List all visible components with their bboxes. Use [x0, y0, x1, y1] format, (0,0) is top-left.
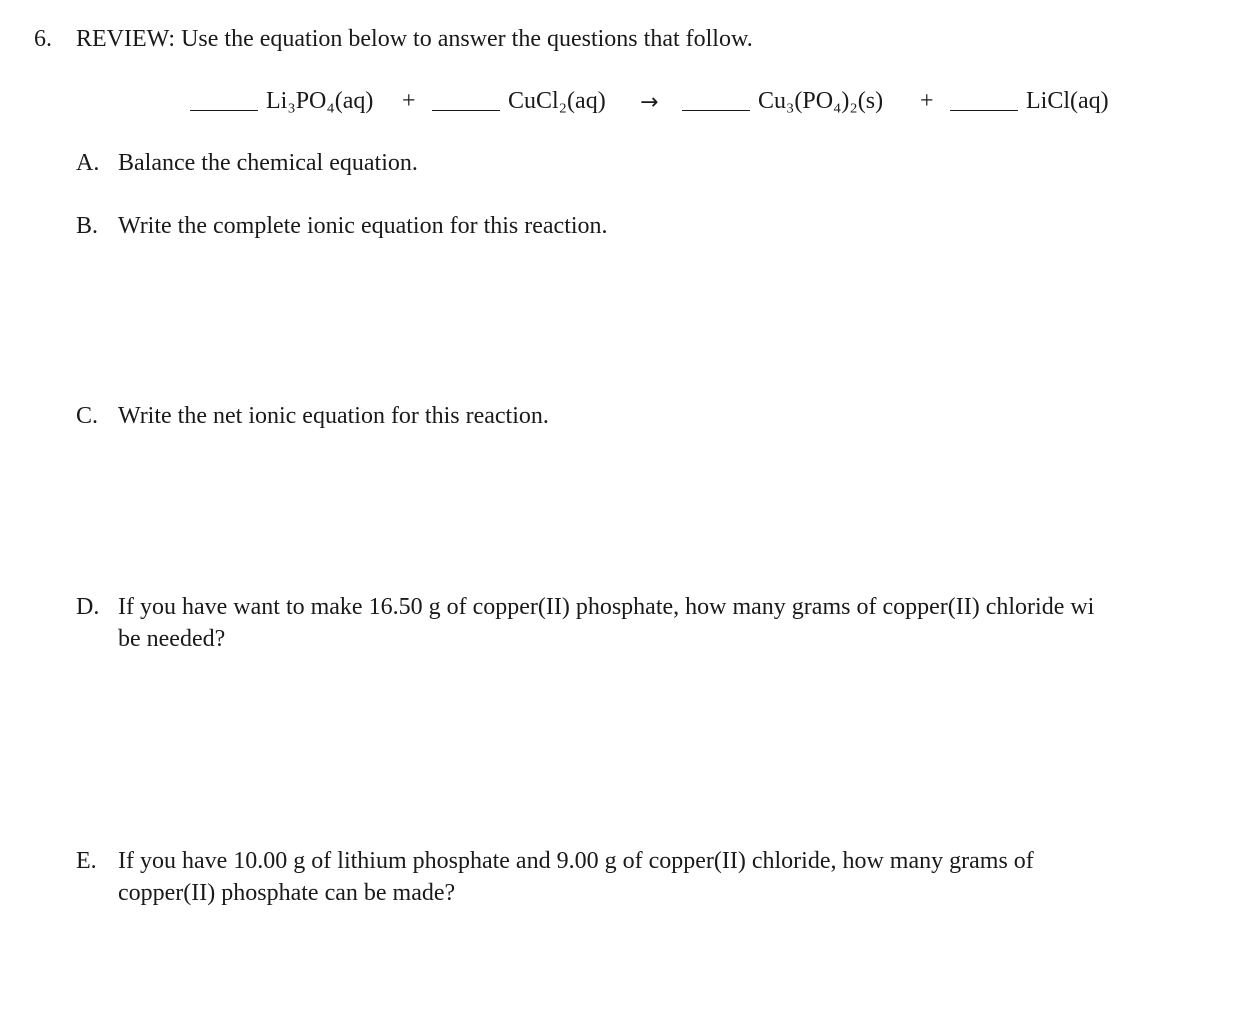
blank-coefficient-3[interactable]: [682, 88, 750, 118]
part-e-label: E.: [76, 848, 97, 874]
part-d-text-line2: be needed?: [118, 626, 226, 652]
part-c-label: C.: [76, 403, 99, 429]
part-d-text-line1: If you have want to make 16.50 g of copper(II) phosphate, how many grams of copper(II) chloride wi: [118, 594, 1095, 620]
question-heading: REVIEW: Use the equation below to answer the questions that follow.: [76, 26, 753, 52]
product-lithium-chloride: LiCl(aq): [1026, 88, 1109, 114]
plus-sign-1: +: [402, 88, 416, 114]
blank-coefficient-2[interactable]: [432, 88, 500, 118]
blank-coefficient-4[interactable]: [950, 88, 1018, 118]
part-c-text: Write the net ionic equation for this reaction.: [118, 403, 549, 429]
part-e-text-line1: If you have 10.00 g of lithium phosphate and 9.00 g of copper(II) chloride, how many grams of: [118, 848, 1034, 874]
part-b: [76, 213, 608, 240]
blank-coefficient-1[interactable]: [190, 88, 258, 118]
part-b-label: B.: [76, 213, 99, 239]
reactant-lithium-phosphate: Li₃PO₄(aq): [266, 88, 374, 114]
product-copper-phosphate: Cu₃(PO₄)₂(s): [758, 88, 884, 114]
part-a-text: Balance the chemical equation.: [118, 150, 418, 176]
question-number: 6.: [34, 26, 52, 52]
part-e: [76, 848, 1034, 875]
part-a: [76, 150, 418, 177]
part-d: [76, 594, 1094, 621]
plus-sign-2: +: [920, 88, 934, 114]
reactant-copper-chloride: CuCl₂(aq): [508, 88, 606, 114]
part-e-text-line2: copper(II) phosphate can be made?: [118, 880, 456, 906]
part-a-label: A.: [76, 150, 100, 176]
part-c: [76, 403, 549, 430]
part-d-label: D.: [76, 594, 100, 620]
reaction-arrow-icon: →: [640, 90, 659, 115]
part-b-text: Write the complete ionic equation for this reaction.: [118, 213, 608, 239]
